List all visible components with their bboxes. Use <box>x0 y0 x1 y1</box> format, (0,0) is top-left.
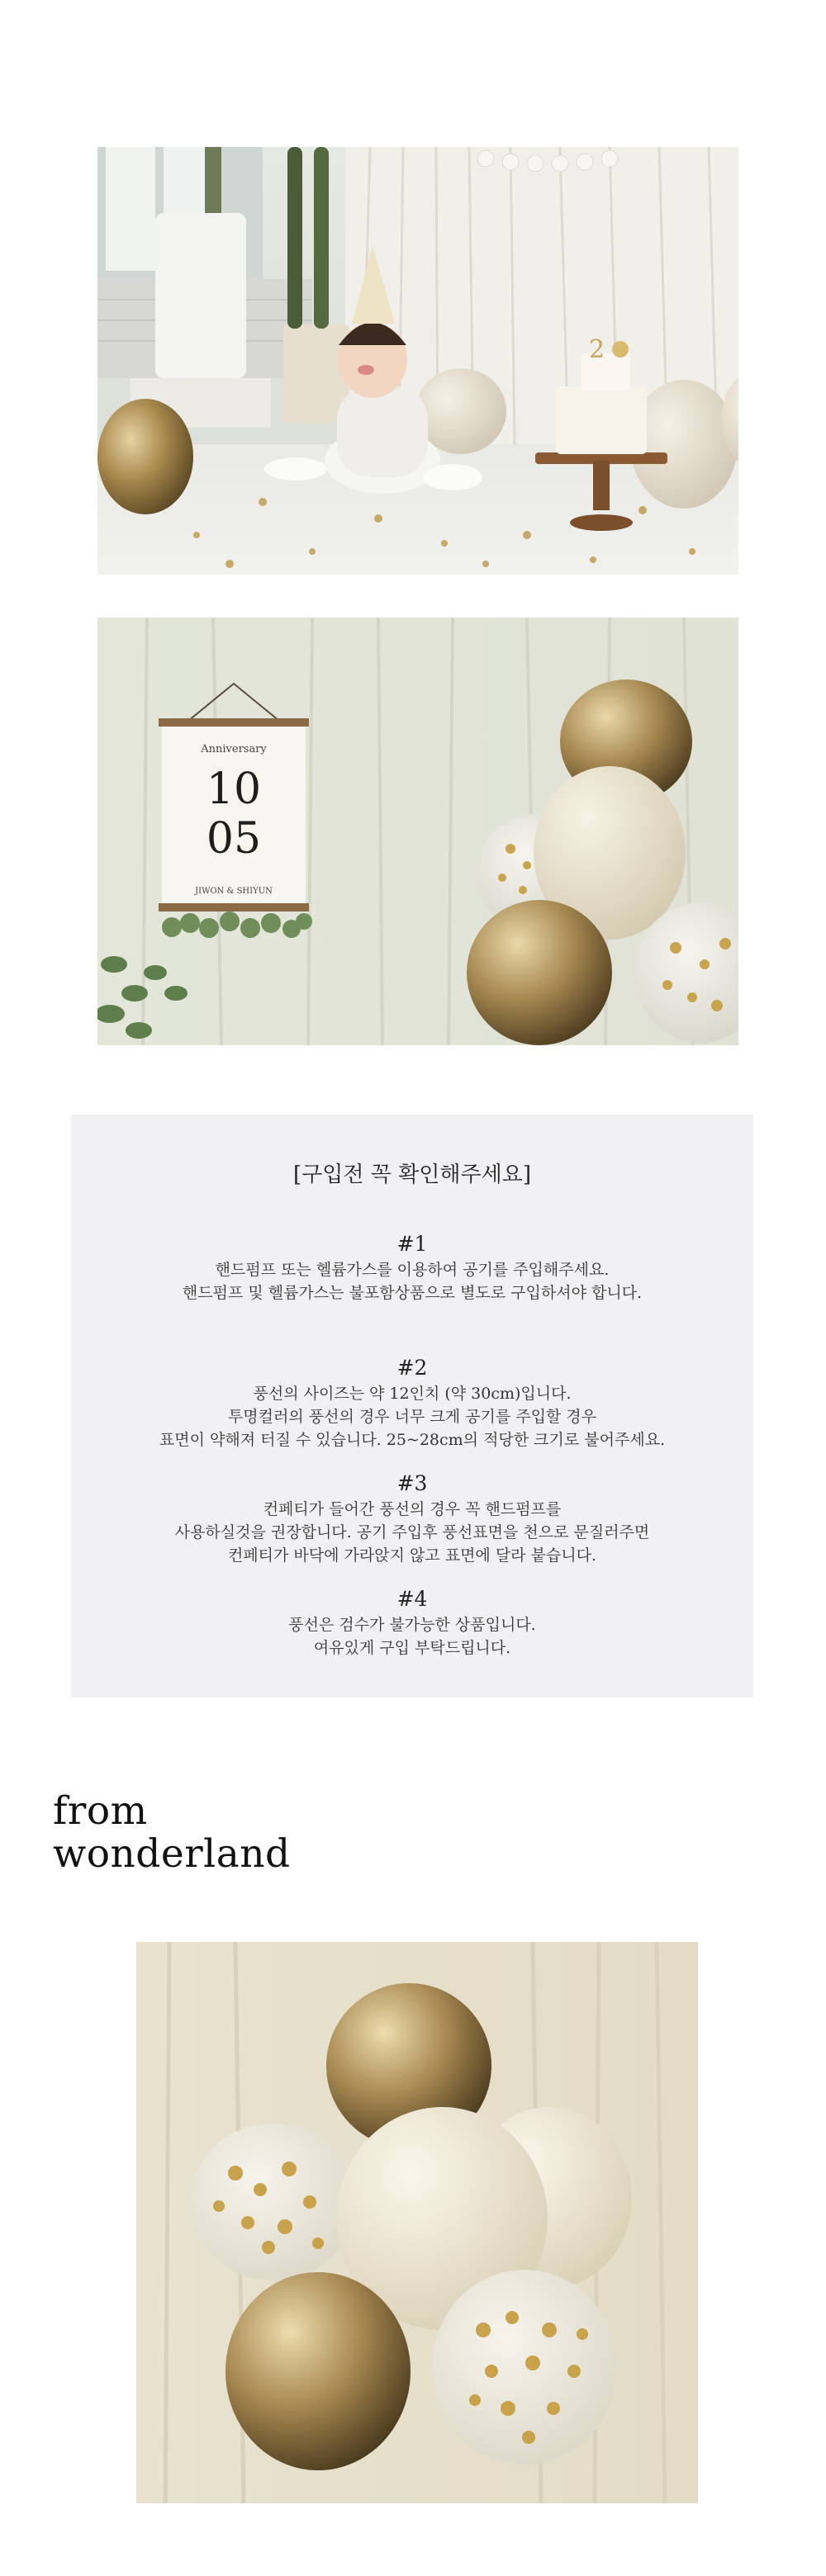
section-number: #1 <box>396 1232 428 1256</box>
photo-anniversary-sign <box>97 618 738 1045</box>
brand-wordmark <box>53 1790 291 1876</box>
photo-balloon-bouquet <box>136 1942 698 2503</box>
sign-number-top: 10 <box>206 765 262 814</box>
section-line: 표면이 약해져 터질 수 있습니다. 25~28cm의 적당한 크기로 불어주세요. <box>159 1431 666 1449</box>
section-line: 여유있게 구입 부탁드립니다. <box>313 1639 511 1657</box>
sign-names: JIWON & SHIYUN <box>195 887 273 896</box>
sign-anniversary: Anniversary <box>201 743 267 755</box>
notice-title: [구입전 꼭 확인해주세요] <box>293 1163 531 1187</box>
notice-section-2 <box>71 1354 753 1451</box>
section-number: #2 <box>396 1356 428 1380</box>
brand-line-2: wonderland <box>53 1831 291 1877</box>
svg-text:2: 2 <box>589 335 605 364</box>
sign-number-bottom: 05 <box>206 814 262 864</box>
section-line: 투명컬러의 풍선의 경우 너무 크게 공기를 주입할 경우 <box>227 1408 597 1426</box>
purchase-notice-box <box>71 1115 753 1698</box>
notice-section-3 <box>71 1470 753 1567</box>
photo-baby-birthday <box>97 147 738 575</box>
section-line: 풍선의 사이즈는 약 12인치 (약 30cm)입니다. <box>253 1385 572 1403</box>
section-line: 컨페티가 바닥에 가라앉지 않고 표면에 달라 붙습니다. <box>227 1546 597 1565</box>
section-number: #3 <box>396 1471 428 1495</box>
section-line: 사용하실것을 권장합니다. 공기 주입후 풍선표면을 천으로 문질러주면 <box>174 1523 650 1541</box>
section-line: 핸드펌프 및 헬륨가스는 불포함상품으로 별도로 구입하셔야 합니다. <box>182 1284 643 1302</box>
section-line: 컨페티가 들어간 풍선의 경우 꼭 핸드펌프를 <box>263 1500 562 1518</box>
section-line: 핸드펌프 또는 헬륨가스를 이용하여 공기를 주입해주세요. <box>215 1261 610 1279</box>
section-line: 풍선은 검수가 불가능한 상품입니다. <box>288 1616 536 1634</box>
notice-section-4 <box>71 1585 753 1660</box>
brand-line-1: from <box>53 1788 148 1834</box>
notice-section-1 <box>71 1230 753 1305</box>
section-number: #4 <box>396 1587 428 1611</box>
